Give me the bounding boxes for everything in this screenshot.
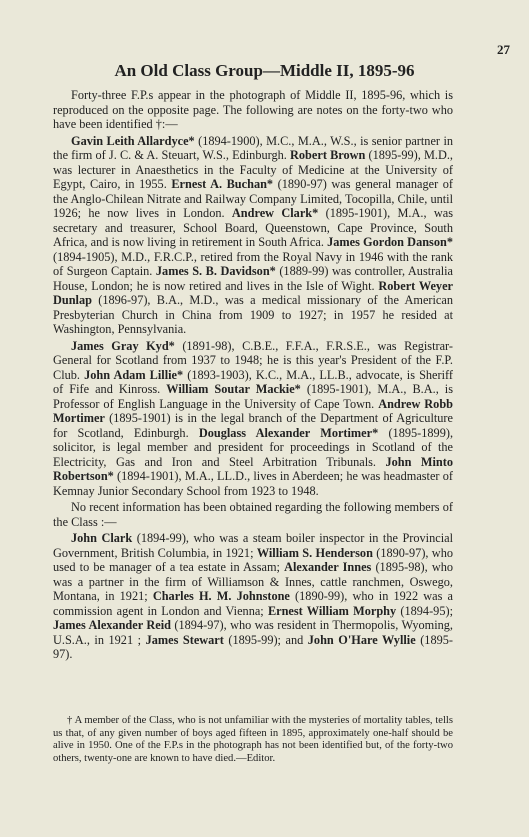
person-name: John Minto Robertson*: [53, 454, 454, 483]
person-details: (1893-1903), K.C., M.A., LL.B., advocate, is Sheriff of Fife and Kinross.: [53, 367, 453, 396]
person-name: William S. Henderson: [256, 545, 373, 560]
person-name: John Adam Lillie*: [84, 367, 184, 382]
person-details: (1890-99), who in 1922 was a commission agent in London and Vienna;: [53, 589, 453, 618]
intro-paragraph: Forty-three F.P.s appear in the photograph of Middle II, 1895-96, which is reproduced on the opposite page. The following are notes on the forty-two who have been identified †:—: [53, 88, 453, 131]
person-details: (1894-97), who was resident in Thermopolis, Wyoming, U.S.A., in 1921 ;: [53, 618, 453, 647]
person-details: (1891-98), C.B.E., F.F.A., F.R.S.E., was Registrar-General for Scotland from 1937 to 1948; he is this year's President of the F.P. Club.: [53, 338, 453, 382]
footnote-text: † A member of the Class, who is not unfamiliar with the mysteries of mortality tables, tells us that, of any given number of boys aged fifteen in 1895, approximately one-half should be alive in 1950. One of the F.P.s in the photograph has not been identified but, of the forty-two others, twenty-one are known to have died.—Editor.: [53, 715, 453, 764]
person-name: Robert Brown: [290, 148, 366, 162]
person-details: (1889-99) was controller, Australia House, London; he is now retired and lives in the Isle of Wight.: [53, 264, 453, 293]
person-name: James Gordon Danson*: [327, 235, 453, 249]
person-name: Charles H. M. Johnstone: [152, 589, 290, 603]
person-name: Gavin Leith Allardyce*: [71, 133, 195, 148]
person-name: William Soutar Mackie*: [166, 382, 301, 396]
person-details: (1895-98), who was a partner in the firm of Williamson & Innes, cattle ranchmen, Oswego, Montana, in 1921;: [53, 560, 453, 603]
person-details: (1895-99), M.D., was lecturer in Anaesthetics in the Faculty of Medicine at the University of Egypt, Cairo, in 1955.: [53, 148, 454, 191]
person-details: (1895-1899), solicitor, is legal member and president for proceedings in Scotland of the Electricity, Gas and Iron and Steel Arbitration Tribunals.: [53, 425, 454, 469]
person-name: Andrew Robb Mortimer: [53, 396, 454, 425]
paragraph-3: No recent information has been obtained regarding the following members of the Class :—: [53, 500, 453, 529]
person-details: (1895-1901), M.A., was secretary and treasurer, School Board, Queenstown, Cape Province, South Africa, and is now living in retirement in South Africa.: [53, 206, 453, 249]
paragraph-4: [53, 531, 453, 662]
person-details: (1894-1900), M.C., M.A., W.S., is senior partner in the firm of J. C. & A. Steuart, W.S., Edinburgh.: [53, 133, 454, 162]
footnote: [53, 715, 453, 765]
person-name: James Stewart: [145, 632, 224, 647]
person-details: (1895-1901), M.A., B.A., is Professor of English Language in the University of Cape Town.: [53, 382, 453, 411]
person-name: John O'Hare Wyllie: [307, 632, 416, 647]
person-details: (1890-97) was general manager of the Anglo-Chilean Nitrate and Railway Company Limited, Tocopilla, Chile, until 1926; he now lives in London.: [53, 177, 453, 220]
person-name: Andrew Clark*: [231, 206, 319, 220]
person-details: (1894-1901), M.A., LL.D., lives in Aberdeen; he was headmaster of Kemnay Junior Secondary School from 1923 to 1948.: [53, 469, 453, 498]
person-details: (1894-95);: [396, 603, 453, 618]
page-number: 27: [497, 42, 510, 57]
person-name: John Clark: [71, 531, 133, 545]
person-name: Douglass Alexander Mortimer*: [198, 425, 379, 440]
person-name: Ernest William Morphy: [267, 603, 397, 618]
person-details: (1895-1901) is in the legal branch of the Department of Agriculture for Scotland, Edinburgh.: [53, 411, 453, 440]
person-name: James Alexander Reid: [53, 618, 171, 632]
person-name: Alexander Innes: [284, 560, 372, 574]
article-body: [53, 88, 453, 662]
paragraph-2: [53, 339, 453, 499]
person-details: (1894-1905), M.D., F.R.C.P., retired from the Royal Navy in 1946 with the rank of Surgeon Captain.: [53, 249, 453, 278]
person-name: Robert Weyer Dunlap: [53, 278, 453, 307]
person-details: (1895-99); and: [223, 632, 308, 647]
paragraph-1: [53, 134, 453, 337]
person-name: James Gray Kyd*: [71, 338, 175, 353]
article-title: An Old Class Group—Middle II, 1895-96: [114, 61, 415, 80]
person-details: (1894-99), who was a steam boiler inspector in the Provincial Government, British Columbia, in 1921;: [53, 531, 453, 560]
person-details: (1895-97).: [53, 632, 453, 661]
person-name: James S. B. Davidson*: [155, 264, 276, 278]
person-name: Ernest A. Buchan*: [171, 177, 274, 191]
person-details: (1890-97), who used to be manager of a tea estate in Assam;: [53, 545, 453, 574]
person-details: (1896-97), B.A., M.D., was a medical missionary of the American Presbyterian Church in China from 1909 to 1927; in 1957 he resided at Washington, Pennsylvania.: [53, 293, 453, 336]
